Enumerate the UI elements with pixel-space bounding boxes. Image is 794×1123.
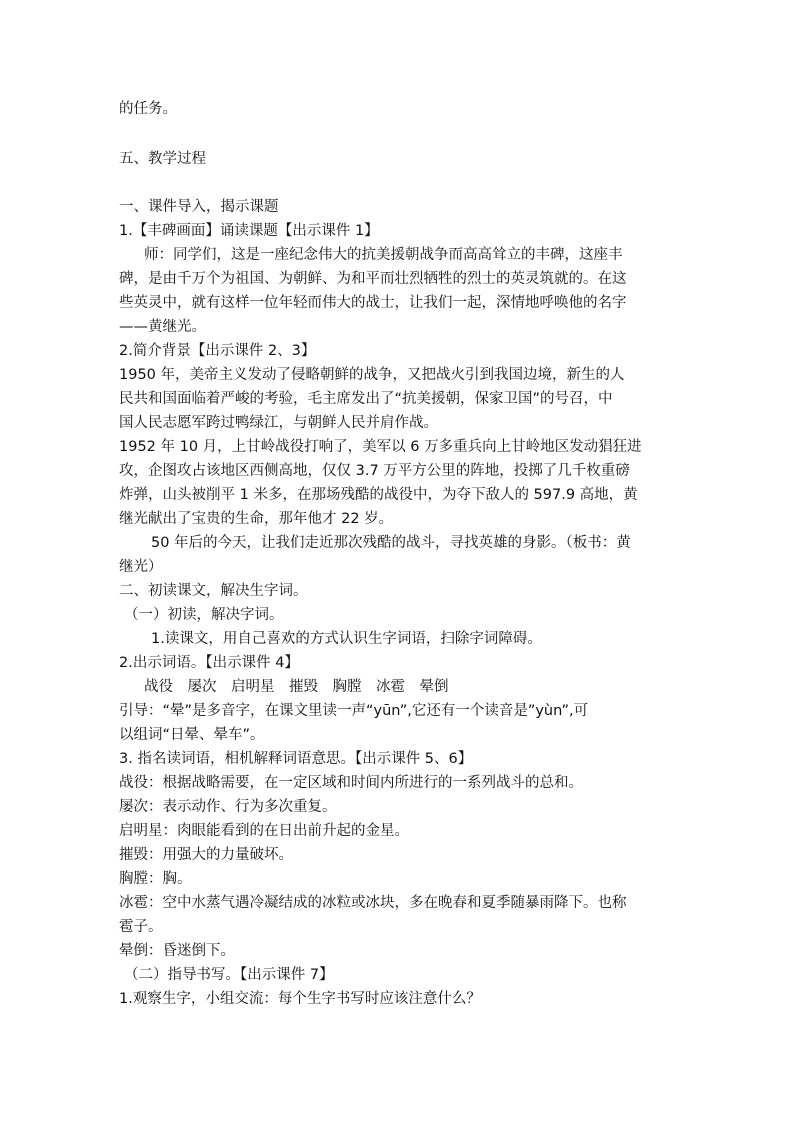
definition-line: 胸膛：胸。 <box>119 871 192 887</box>
text-line: 1952 年 10 月，上甘岭战役打响了，美军以 6 万多重兵向上甘岭地区发动猖狂进 <box>119 439 642 455</box>
text-line: 攻，企图攻占该地区西侧高地，仅仅 3.7 万平方公里的阵地，投掷了几千枚重磅 <box>119 463 630 479</box>
text-line: 师：同学们，这是一座纪念伟大的抗美援朝战争而高高耸立的丰碑，这座丰 <box>144 247 623 263</box>
text-line: 民共和国面临着严峻的考验，毛主席发出了“抗美援朝，保家卫国”的号召，中 <box>119 391 613 407</box>
text-line: 1.读课文，用自己喜欢的方式认识生字词语，扫除字词障碍。 <box>151 631 542 647</box>
text-line: 1.【丰碑画面】诵读课题【出示课件 1】 <box>119 223 379 239</box>
text-line: 引导：“晕”是多音字，在课文里读一声“yūn”,它还有一个读音是”yùn”,可 <box>119 703 589 719</box>
section-heading: 五、教学过程 <box>119 151 206 167</box>
text-line: 50 年后的今天，让我们走近那次残酷的战斗，寻找英雄的身影。（板书：黄 <box>151 535 631 551</box>
text-line: 炸弹，山头被削平 1 米多，在那场残酷的战役中，为夺下敌人的 597.9 高地，黄 <box>119 487 638 503</box>
definition-line: 屡次：表示动作、行为多次重复。 <box>119 799 337 815</box>
text-line: 继光） <box>119 559 163 575</box>
text-line: 继光献出了宝贵的生命，那年他才 22 岁。 <box>119 511 394 527</box>
definition-line: 晕倒：昏迷倒下。 <box>119 943 235 959</box>
text-line: 些英灵中，就有这样一位年轻而伟大的战士，让我们一起，深情地呼唤他的名字 <box>119 295 627 311</box>
text-line: 的任务。 <box>119 101 177 117</box>
subsection-heading: 一、课件导入，揭示课题 <box>119 199 279 215</box>
definition-line: 雹子。 <box>119 919 163 935</box>
text-line: 以组词“日晕、晕车”。 <box>119 727 265 743</box>
text-line: 2.出示词语。【出示课件 4】 <box>119 655 299 671</box>
text-line: 碑，是由千万个为祖国、为朝鲜、为和平而壮烈牺牲的烈士的英灵筑就的。在这 <box>119 271 627 287</box>
text-line: 1.观察生字，小组交流：每个生字书写时应该注意什么？ <box>119 991 481 1007</box>
definition-line: 战役：根据战略需要，在一定区域和时间内所进行的一系列战斗的总和。 <box>119 775 583 791</box>
text-line: 1950 年，美帝主义发动了侵略朝鲜的战争，又把战火引到我国边境，新生的人 <box>119 367 625 383</box>
text-line: （一）初读，解决字词。 <box>124 607 284 623</box>
text-line: ——黄继光。 <box>119 319 206 335</box>
subsection-heading: 二、初读课文，解决生字词。 <box>119 583 308 599</box>
text-line: 2.简介背景【出示课件 2、3】 <box>119 343 316 359</box>
definition-line: 摧毁：用强大的力量破坏。 <box>119 847 293 863</box>
text-line: 3. 指名读词语，相机解释词语意思。【出示课件 5、6】 <box>119 751 473 767</box>
text-line: （二）指导书写。【出示课件 7】 <box>124 967 334 983</box>
text-line: 国人民志愿军跨过鸭绿江，与朝鲜人民并肩作战。 <box>119 415 438 431</box>
definition-line: 冰雹：空中水蒸气遇冷凝结成的冰粒或冰块，多在晚春和夏季随暴雨降下。也称 <box>119 895 627 911</box>
definition-line: 启明星：肉眼能看到的在日出前升起的金星。 <box>119 823 409 839</box>
vocab-list: 战役 屡次 启明星 摧毁 胸膛 冰雹 晕倒 <box>144 679 449 695</box>
